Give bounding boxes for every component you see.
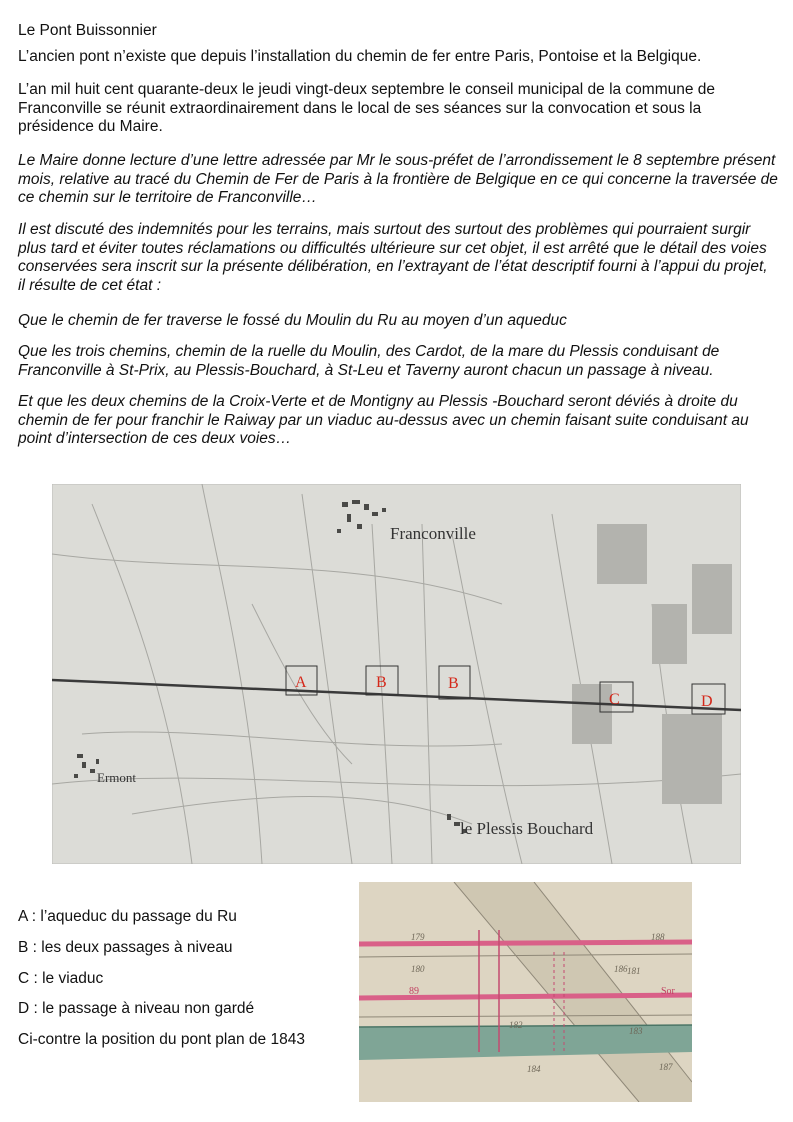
page-title: Le Pont Buissonnier <box>18 22 157 39</box>
paragraph-level-crossings: Que les trois chemins, chemin de la ruelle du Moulin, des Cardot, de la mare du Plessis conduisant de Franconville à St-Prix, au Plessis-Bouchard, à St-Leu et Taverny auront chacun un passage à niveau. <box>18 343 720 379</box>
map-label-ermont: Ermont <box>97 770 136 785</box>
paragraph-indemnities: Il est discuté des indemnités pour les terrains, mais surtout des surtout des problèmes qui pourraient surgir plus tard et éviter toutes réclamations ou difficultés ultérieure sur cet objet, il est arrêté que le détail des voies conservées sera inscrit sur la présente délibération, en l’extrayant de l’état descriptif fourni à l’appui du projet, il résulte de cet état : <box>18 221 768 294</box>
svg-text:187: 187 <box>659 1062 673 1072</box>
legend-c: C : le viaduc <box>18 970 104 987</box>
svg-text:183: 183 <box>629 1026 643 1036</box>
paragraph-viaduct: Et que les deux chemins de la Croix-Verte et de Montigny au Plessis -Bouchard seront déviés à droite du chemin de fer pour franchir le Raiway par un viaduc au-dessus avec un chemin faisant suite conduisant au point d’intersection de ces deux voies… <box>18 393 749 447</box>
plan-caption: Ci-contre la position du pont plan de 1843 <box>18 1031 305 1048</box>
svg-text:B: B <box>448 675 459 692</box>
legend-d: D : le passage à niveau non gardé <box>18 1000 255 1017</box>
map-label-franconville: Franconville <box>390 524 476 543</box>
svg-text:182: 182 <box>509 1020 523 1030</box>
svg-text:89: 89 <box>409 986 419 997</box>
svg-text:179: 179 <box>411 932 425 942</box>
svg-text:C: C <box>609 691 620 708</box>
svg-text:A: A <box>295 674 307 691</box>
svg-text:180: 180 <box>411 964 425 974</box>
svg-text:D: D <box>701 693 713 710</box>
railway-map <box>52 484 741 864</box>
legend-b: B : les deux passages à niveau <box>18 939 233 956</box>
paragraph-aqueduct: Que le chemin de fer traverse le fossé du Moulin du Ru au moyen d’un aqueduc <box>18 312 567 329</box>
svg-text:186: 186 <box>614 964 628 974</box>
svg-text:184: 184 <box>527 1064 541 1074</box>
legend-a: A : l’aqueduc du passage du Ru <box>18 908 237 925</box>
paragraph-council: L’an mil huit cent quarante-deux le jeudi vingt-deux septembre le conseil municipal de la commune de Franconville se réunit extraordinairement dans le local de ses séances sur la convocation et sous la présidence du Maire. <box>18 81 716 135</box>
svg-text:Sor: Sor <box>661 986 675 997</box>
paragraph-letter: Le Maire donne lecture d’une lettre adressée par Mr le sous-préfet de l’arrondissement le 8 septembre présent mois, relative au tracé du Chemin de Fer de Paris à la frontière de Belgique en ce qui concerne la traversée de ce chemin sur le territoire de Franconville… <box>18 152 778 206</box>
svg-text:188: 188 <box>651 932 665 942</box>
bridge-plan-1843 <box>359 882 692 1102</box>
svg-text:181: 181 <box>627 966 641 976</box>
map-label-plessis-bouchard: le Plessis Bouchard <box>460 819 594 838</box>
svg-text:B: B <box>376 674 387 691</box>
paragraph-intro: L’ancien pont n’existe que depuis l’installation du chemin de fer entre Paris, Pontoise et la Belgique. <box>18 48 702 65</box>
